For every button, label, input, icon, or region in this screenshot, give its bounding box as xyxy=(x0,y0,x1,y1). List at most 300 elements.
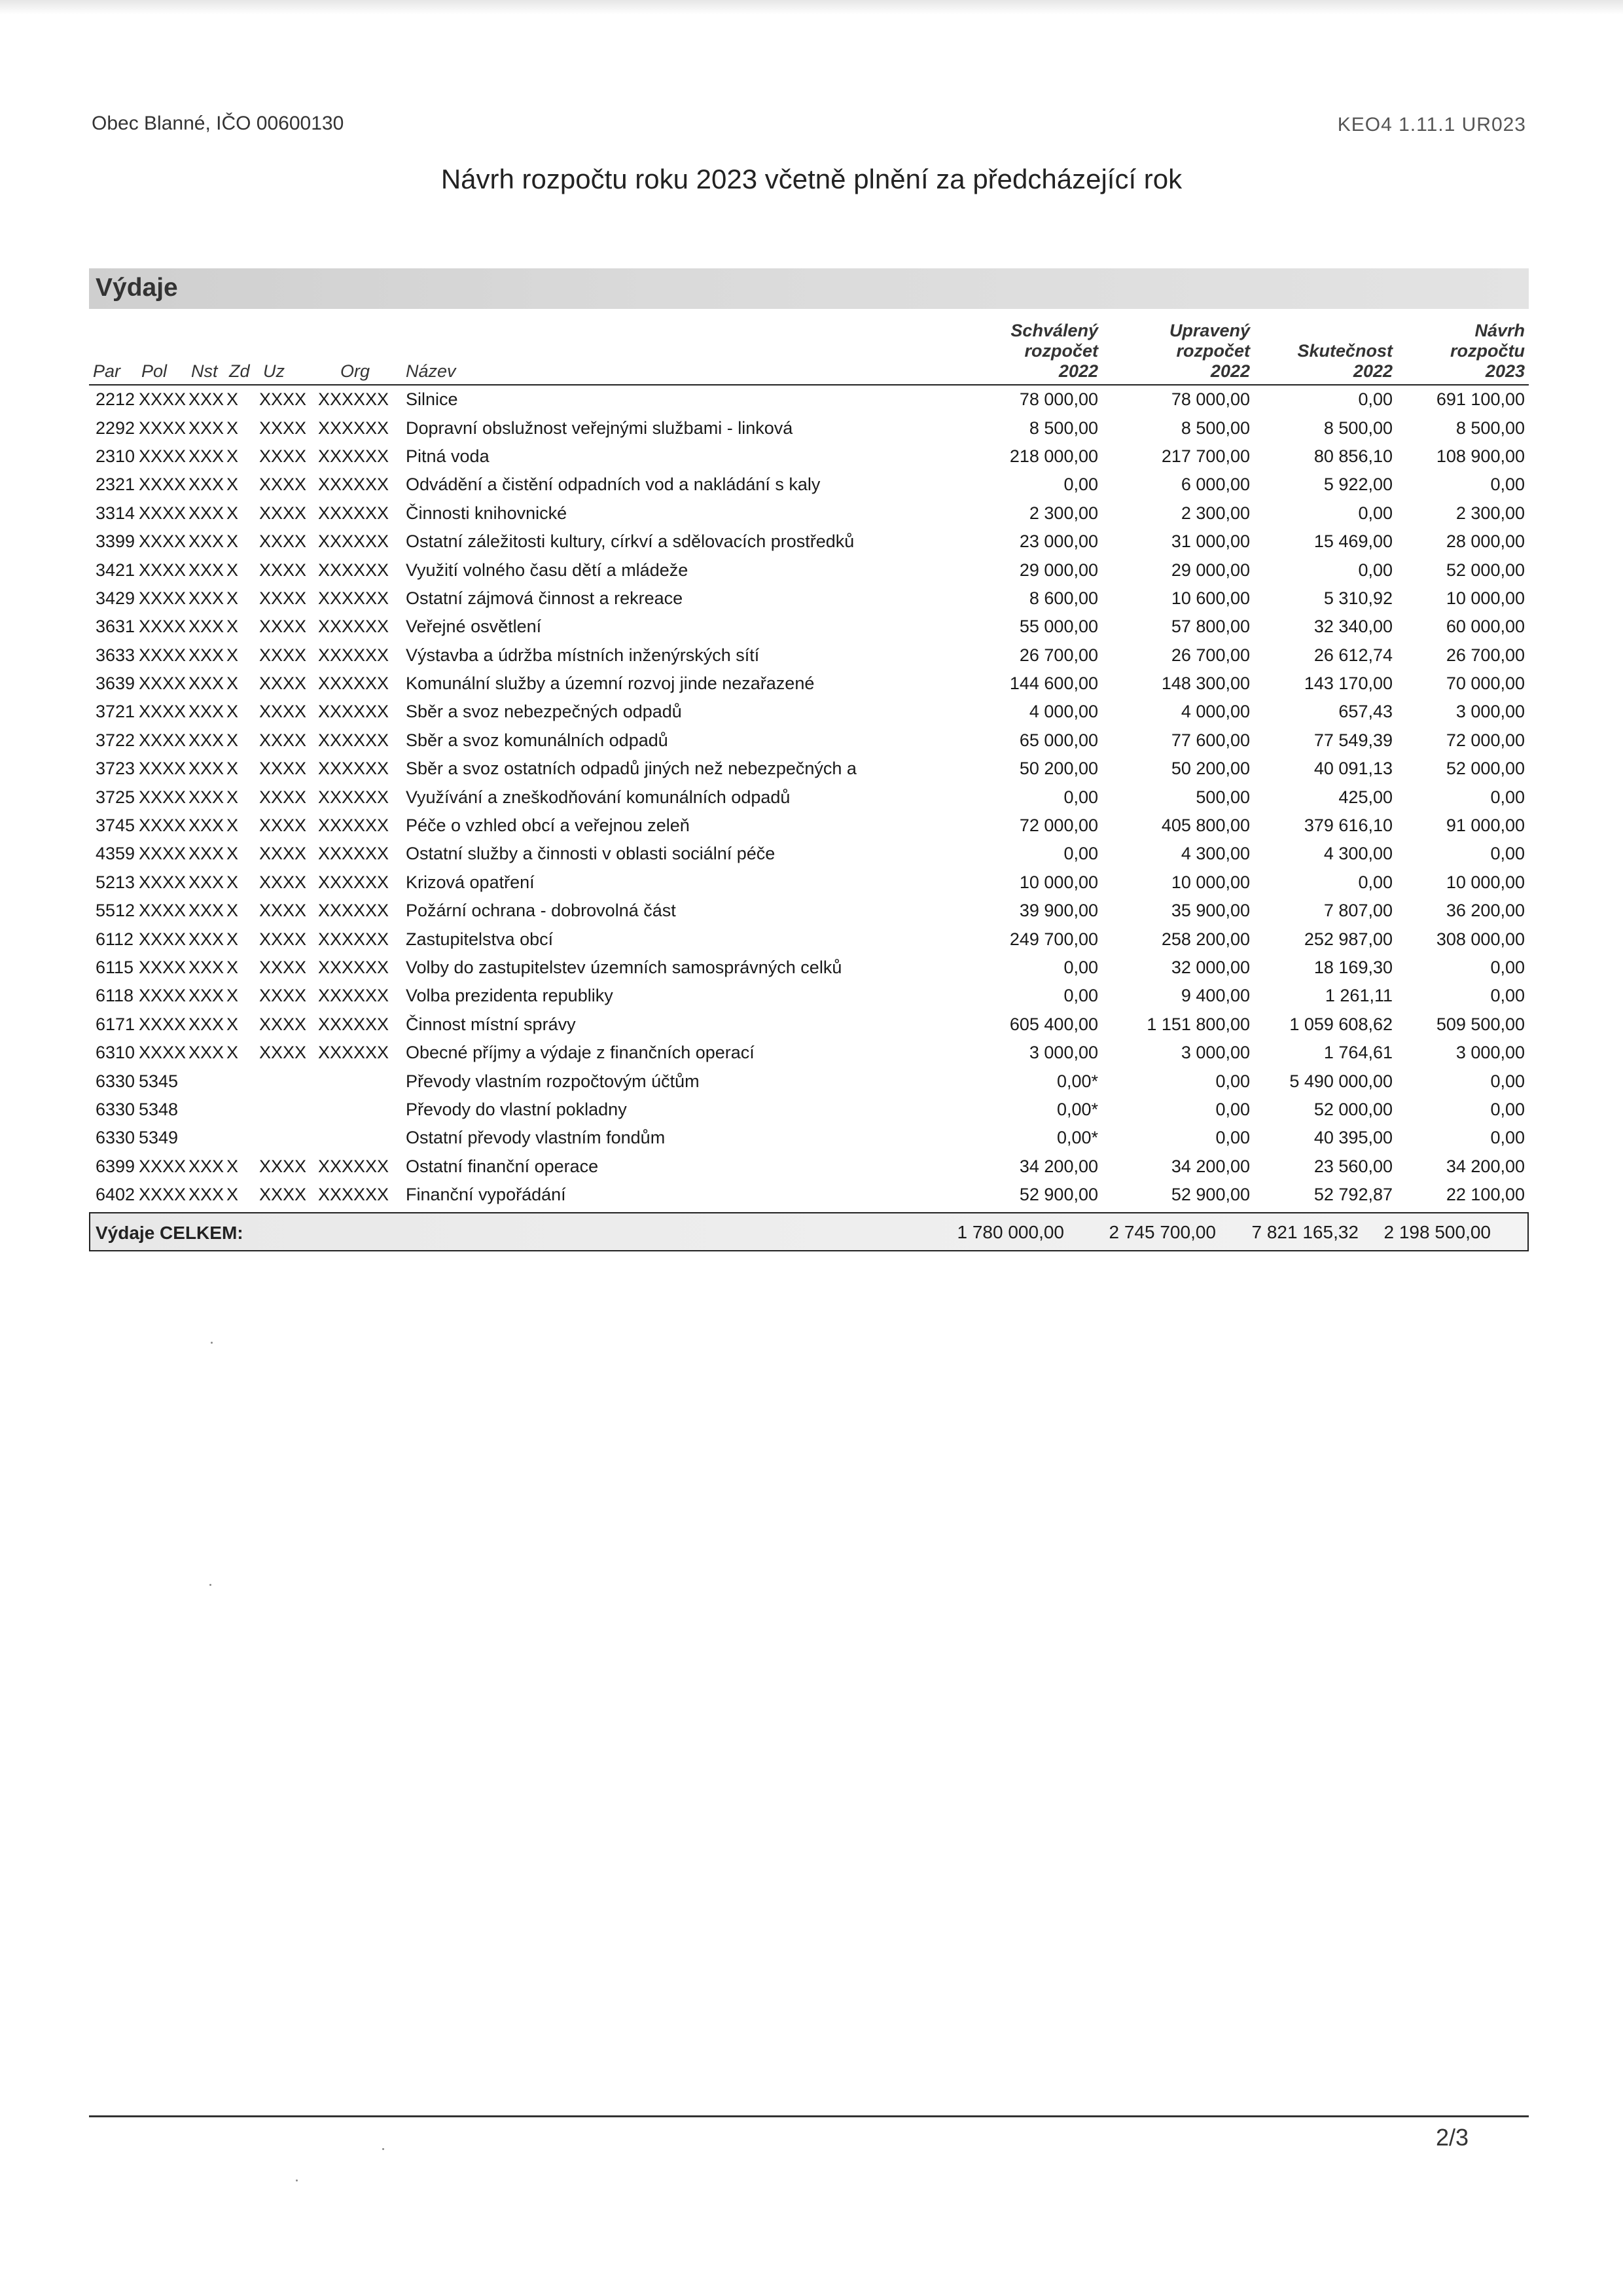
cell-zd: X xyxy=(226,816,239,836)
cell-nst: XXX xyxy=(188,617,224,637)
cell-skutecnost: 1 764,61 xyxy=(1323,1043,1393,1063)
cell-org: XXXXXX xyxy=(318,787,389,807)
cell-org: XXXXXX xyxy=(318,816,389,836)
cell-navrh: 509 500,00 xyxy=(1436,1014,1525,1034)
table-row xyxy=(89,726,1529,755)
cell-uz: XXXX xyxy=(259,1156,307,1176)
cell-org: XXXXXX xyxy=(318,986,389,1006)
cell-uz: XXXX xyxy=(259,418,307,438)
cell-par: 3631 xyxy=(96,617,135,637)
total-label: Výdaje CELKEM: xyxy=(96,1223,243,1243)
cell-nst: XXX xyxy=(188,503,224,523)
cell-navrh: 308 000,00 xyxy=(1436,929,1525,949)
table-row xyxy=(89,982,1529,1010)
cell-zd: X xyxy=(226,986,239,1006)
cell-par: 6115 xyxy=(96,958,134,977)
cell-zd: X xyxy=(226,560,239,580)
cell-org: XXXXXX xyxy=(318,617,389,637)
cell-zd: X xyxy=(226,446,239,466)
cell-pol: 5348 xyxy=(139,1099,179,1119)
cell-pol: XXXX xyxy=(139,446,187,466)
cell-par: 3633 xyxy=(96,645,135,665)
table-row xyxy=(89,442,1529,471)
cell-zd: X xyxy=(226,645,239,665)
cell-zd xyxy=(225,1067,250,1095)
cell-skutecnost: 4 300,00 xyxy=(1323,844,1393,864)
cell-par: 3745 xyxy=(96,816,135,836)
cell-nazev: Využití volného času dětí a mládeže xyxy=(406,560,688,580)
table-row xyxy=(89,812,1529,840)
cell-par: 6330 xyxy=(96,1099,135,1119)
cell-upraveny: 34 200,00 xyxy=(1171,1156,1250,1176)
col-schvaleny-line1: Schválený xyxy=(1010,321,1098,340)
cell-zd: X xyxy=(226,958,239,977)
cell-uz: XXXX xyxy=(259,1043,307,1063)
cell-navrh: 8 500,00 xyxy=(1455,418,1525,438)
cell-navrh: 91 000,00 xyxy=(1446,816,1525,836)
cell-skutecnost: 0,00 xyxy=(1358,389,1393,410)
cell-nazev: Péče o vzhled obcí a veřejnou zeleň xyxy=(406,816,690,836)
col-schvaleny xyxy=(959,321,1102,385)
footer-divider xyxy=(89,2115,1529,2117)
col-upraveny-line1: Upravený xyxy=(1169,321,1250,340)
report-code: KEO4 1.11.1 UR023 xyxy=(1337,114,1526,135)
cell-nst: XXX xyxy=(188,901,224,921)
table-row xyxy=(89,641,1529,670)
cell-par: 3429 xyxy=(96,588,135,608)
col-navrh-line2: rozpočtu xyxy=(1450,341,1525,361)
cell-navrh: 0,00 xyxy=(1490,1071,1525,1091)
cell-navrh: 72 000,00 xyxy=(1446,730,1525,750)
cell-par: 4359 xyxy=(96,844,135,864)
cell-schvaleny: 0,00 xyxy=(1063,844,1098,864)
cell-nst: XXX xyxy=(188,929,224,949)
cell-pol: XXXX xyxy=(139,986,187,1006)
cell-org: XXXXXX xyxy=(318,1156,389,1176)
cell-skutecnost: 15 469,00 xyxy=(1313,531,1393,552)
cell-org: XXXXXX xyxy=(318,645,389,665)
cell-skutecnost: 7 807,00 xyxy=(1323,901,1393,921)
cell-navrh: 0,00 xyxy=(1490,986,1525,1006)
cell-nazev: Odvádění a čistění odpadních vod a nakládání s kaly xyxy=(406,475,821,495)
table-row xyxy=(89,1011,1529,1039)
cell-zd: X xyxy=(226,1156,239,1176)
cell-nst: XXX xyxy=(188,531,224,552)
cell-par: 3725 xyxy=(96,787,135,807)
cell-nst: XXX xyxy=(188,787,224,807)
cell-par: 6402 xyxy=(96,1185,135,1205)
cell-pol: XXXX xyxy=(139,617,187,637)
cell-nazev: Ostatní finanční operace xyxy=(406,1156,599,1176)
col-navrh xyxy=(1397,321,1529,385)
cell-par: 5213 xyxy=(96,872,135,892)
page-number: 2/3 xyxy=(1436,2124,1469,2151)
cell-skutecnost: 40 091,13 xyxy=(1313,759,1393,779)
cell-navrh: 22 100,00 xyxy=(1446,1185,1525,1205)
cell-par: 3421 xyxy=(96,560,135,580)
cell-upraveny: 4 000,00 xyxy=(1181,702,1250,722)
cell-skutecnost: 40 395,00 xyxy=(1313,1128,1393,1148)
cell-par: 2321 xyxy=(96,475,135,495)
cell-skutecnost: 32 340,00 xyxy=(1313,617,1393,637)
cell-uz: XXXX xyxy=(259,759,307,779)
cell-par: 2310 xyxy=(96,446,135,466)
cell-skutecnost: 425,00 xyxy=(1338,787,1393,807)
cell-nst: XXX xyxy=(188,560,224,580)
cell-schvaleny: 8 500,00 xyxy=(1029,418,1098,438)
cell-org xyxy=(314,1096,402,1124)
cell-upraveny: 35 900,00 xyxy=(1171,901,1250,921)
cell-nst: XXX xyxy=(188,872,224,892)
cell-par: 6399 xyxy=(96,1156,135,1176)
col-schvaleny-line2: rozpočet xyxy=(1024,341,1098,361)
cell-nst: XXX xyxy=(188,1043,224,1063)
cell-nazev: Činnost místní správy xyxy=(406,1014,576,1034)
cell-pol: XXXX xyxy=(139,645,187,665)
cell-schvaleny: 2 300,00 xyxy=(1029,503,1098,523)
table-row xyxy=(89,556,1529,584)
cell-par: 6118 xyxy=(96,986,134,1006)
section-header xyxy=(89,268,1529,309)
cell-schvaleny: 52 900,00 xyxy=(1019,1185,1098,1205)
cell-uz: XXXX xyxy=(259,986,307,1006)
cell-zd: X xyxy=(226,531,239,552)
cell-schvaleny: 26 700,00 xyxy=(1019,645,1098,665)
cell-pol: XXXX xyxy=(139,475,187,495)
document-title: Návrh rozpočtu roku 2023 včetně plnění za předcházející rok xyxy=(440,164,1183,194)
cell-upraveny: 405 800,00 xyxy=(1161,816,1250,836)
cell-pol: XXXX xyxy=(139,929,187,949)
table-row xyxy=(89,1067,1529,1095)
cell-pol: XXXX xyxy=(139,503,187,523)
cell-upraveny: 258 200,00 xyxy=(1161,929,1250,949)
cell-uz: XXXX xyxy=(259,958,307,977)
cell-skutecnost: 8 500,00 xyxy=(1323,418,1393,438)
cell-schvaleny: 39 900,00 xyxy=(1019,901,1098,921)
table-row xyxy=(89,755,1529,783)
cell-pol: XXXX xyxy=(139,588,187,608)
col-pol: Pol xyxy=(141,361,168,381)
cell-nst: XXX xyxy=(188,730,224,750)
cell-schvaleny: 72 000,00 xyxy=(1019,816,1098,836)
cell-schvaleny: 34 200,00 xyxy=(1019,1156,1098,1176)
cell-par: 3314 xyxy=(96,503,135,523)
cell-par: 6112 xyxy=(96,929,134,949)
cell-pol: XXXX xyxy=(139,673,187,694)
cell-org: XXXXXX xyxy=(318,1043,389,1063)
table-row xyxy=(89,414,1529,442)
cell-schvaleny: 55 000,00 xyxy=(1019,617,1098,637)
cell-zd: X xyxy=(226,1043,239,1063)
col-skutecnost-line1: Skutečnost xyxy=(1297,341,1393,361)
cell-nst: XXX xyxy=(188,702,224,722)
cell-nst: XXX xyxy=(188,1185,224,1205)
table-row xyxy=(89,499,1529,528)
cell-pol: XXXX xyxy=(139,872,187,892)
scan-speck xyxy=(296,2179,298,2181)
table-row xyxy=(89,528,1529,556)
cell-par: 6330 xyxy=(96,1071,135,1091)
cell-upraveny: 26 700,00 xyxy=(1171,645,1250,665)
cell-schvaleny: 0,00* xyxy=(1056,1128,1098,1148)
table-header-row xyxy=(89,321,1529,385)
cell-nst: XXX xyxy=(188,673,224,694)
cell-nazev: Ostatní služby a činnosti v oblasti sociální péče xyxy=(406,844,776,864)
scan-speck xyxy=(209,1584,211,1586)
cell-org: XXXXXX xyxy=(318,418,389,438)
cell-skutecnost: 5 310,92 xyxy=(1323,588,1393,608)
cell-nazev: Využívání a zneškodňování komunálních odpadů xyxy=(406,787,791,807)
cell-zd: X xyxy=(226,730,239,750)
cell-nst: XXX xyxy=(188,1014,224,1034)
col-zd: Zd xyxy=(229,361,250,381)
table-row xyxy=(89,698,1529,726)
cell-nazev: Ostatní záležitosti kultury, církví a sdělovacích prostředků xyxy=(406,531,855,552)
cell-schvaleny: 0,00 xyxy=(1063,787,1098,807)
cell-skutecnost: 0,00 xyxy=(1358,872,1393,892)
cell-pol: XXXX xyxy=(139,787,187,807)
cell-upraveny: 500,00 xyxy=(1196,787,1250,807)
cell-nazev: Sběr a svoz komunálních odpadů xyxy=(406,730,668,750)
cell-zd xyxy=(225,1096,250,1124)
cell-org: XXXXXX xyxy=(318,759,389,779)
cell-skutecnost: 52 000,00 xyxy=(1313,1099,1393,1119)
scan-speck xyxy=(382,2148,384,2150)
cell-nst: XXX xyxy=(188,389,224,410)
cell-par: 6330 xyxy=(96,1128,135,1148)
cell-pol: XXXX xyxy=(139,958,187,977)
cell-skutecnost: 5 922,00 xyxy=(1323,475,1393,495)
table-row xyxy=(89,1039,1529,1067)
cell-pol: XXXX xyxy=(139,759,187,779)
cell-zd: X xyxy=(226,929,239,949)
cell-pol: XXXX xyxy=(139,389,187,410)
cell-nst: XXX xyxy=(188,958,224,977)
cell-par: 3721 xyxy=(96,702,135,722)
cell-upraveny: 148 300,00 xyxy=(1161,673,1250,694)
cell-pol: XXXX xyxy=(139,816,187,836)
cell-navrh: 3 000,00 xyxy=(1455,1043,1525,1063)
cell-org: XXXXXX xyxy=(318,702,389,722)
cell-nazev: Veřejné osvětlení xyxy=(406,617,542,637)
cell-schvaleny: 144 600,00 xyxy=(1009,673,1098,694)
scan-edge xyxy=(0,0,1623,14)
total-upraveny: 2 745 700,00 xyxy=(1109,1222,1216,1242)
col-uz: Uz xyxy=(263,361,285,381)
table-row xyxy=(89,471,1529,499)
cell-schvaleny: 50 200,00 xyxy=(1019,759,1098,779)
cell-par: 5512 xyxy=(96,901,135,921)
table-row xyxy=(89,954,1529,982)
table-row xyxy=(89,584,1529,613)
cell-par: 6310 xyxy=(96,1043,135,1063)
cell-zd: X xyxy=(226,617,239,637)
cell-skutecnost: 0,00 xyxy=(1358,560,1393,580)
table-row xyxy=(89,869,1529,897)
cell-schvaleny: 0,00 xyxy=(1063,958,1098,977)
table-row xyxy=(89,1124,1529,1152)
cell-skutecnost: 77 549,39 xyxy=(1313,730,1393,750)
cell-org: XXXXXX xyxy=(318,446,389,466)
cell-skutecnost: 0,00 xyxy=(1358,503,1393,523)
cell-org: XXXXXX xyxy=(318,389,389,410)
cell-uz: XXXX xyxy=(259,901,307,921)
cell-zd: X xyxy=(226,418,239,438)
cell-zd: X xyxy=(226,844,239,864)
cell-schvaleny: 8 600,00 xyxy=(1029,588,1098,608)
cell-navrh: 2 300,00 xyxy=(1455,503,1525,523)
cell-schvaleny: 29 000,00 xyxy=(1019,560,1098,580)
cell-uz: XXXX xyxy=(259,673,307,694)
cell-navrh: 0,00 xyxy=(1490,1128,1525,1148)
cell-upraveny: 52 900,00 xyxy=(1171,1185,1250,1205)
cell-org xyxy=(314,1067,402,1095)
table-row xyxy=(89,840,1529,868)
cell-navrh: 0,00 xyxy=(1490,844,1525,864)
col-navrh-line3: 2023 xyxy=(1485,361,1525,381)
cell-par: 3639 xyxy=(96,673,135,694)
cell-org: XXXXXX xyxy=(318,588,389,608)
cell-nazev: Zastupitelstva obcí xyxy=(406,929,554,949)
cell-uz: XXXX xyxy=(259,816,307,836)
cell-pol: XXXX xyxy=(139,1185,187,1205)
cell-org: XXXXXX xyxy=(318,475,389,495)
cell-skutecnost: 5 490 000,00 xyxy=(1289,1071,1393,1091)
cell-nst xyxy=(187,1124,225,1152)
cell-upraveny: 2 300,00 xyxy=(1181,503,1250,523)
cell-upraveny: 217 700,00 xyxy=(1161,446,1250,466)
cell-org: XXXXXX xyxy=(318,929,389,949)
cell-zd: X xyxy=(226,702,239,722)
col-nst: Nst xyxy=(191,361,218,381)
cell-schvaleny: 78 000,00 xyxy=(1019,389,1098,410)
cell-schvaleny: 3 000,00 xyxy=(1029,1043,1098,1063)
cell-uz: XXXX xyxy=(259,872,307,892)
col-navrh-line1: Návrh xyxy=(1474,321,1525,340)
table-row xyxy=(89,1096,1529,1124)
cell-nst: XXX xyxy=(188,986,224,1006)
cell-schvaleny: 218 000,00 xyxy=(1009,446,1098,466)
cell-upraveny: 10 000,00 xyxy=(1171,872,1250,892)
cell-navrh: 691 100,00 xyxy=(1436,389,1525,410)
table-row xyxy=(89,1153,1529,1181)
cell-nazev: Převody do vlastní pokladny xyxy=(406,1099,627,1119)
cell-uz: XXXX xyxy=(259,531,307,552)
table-row xyxy=(89,670,1529,698)
cell-zd: X xyxy=(226,588,239,608)
cell-zd: X xyxy=(226,872,239,892)
cell-org: XXXXXX xyxy=(318,560,389,580)
cell-nazev: Výstavba a údržba místních inženýrských sítí xyxy=(406,645,760,665)
cell-nazev: Volby do zastupitelstev územních samosprávných celků xyxy=(406,958,842,977)
cell-nazev: Ostatní zájmová činnost a rekreace xyxy=(406,588,683,608)
cell-par: 2292 xyxy=(96,418,135,438)
cell-org: XXXXXX xyxy=(318,958,389,977)
table-row xyxy=(89,613,1529,641)
cell-navrh: 0,00 xyxy=(1490,475,1525,495)
cell-zd: X xyxy=(226,901,239,921)
cell-uz: XXXX xyxy=(259,730,307,750)
cell-schvaleny: 0,00* xyxy=(1056,1099,1098,1119)
cell-schvaleny: 0,00 xyxy=(1063,475,1098,495)
col-upraveny xyxy=(1102,321,1254,385)
cell-org: XXXXXX xyxy=(318,844,389,864)
cell-upraveny: 1 151 800,00 xyxy=(1147,1014,1250,1034)
cell-upraveny: 77 600,00 xyxy=(1171,730,1250,750)
cell-nazev: Sběr a svoz nebezpečných odpadů xyxy=(406,702,682,722)
total-skutecnost: 7 821 165,32 xyxy=(1251,1222,1359,1242)
cell-org: XXXXXX xyxy=(318,872,389,892)
cell-uz: XXXX xyxy=(259,1014,307,1034)
cell-pol: XXXX xyxy=(139,730,187,750)
cell-uz: XXXX xyxy=(259,617,307,637)
cell-pol: XXXX xyxy=(139,1156,187,1176)
cell-skutecnost: 252 987,00 xyxy=(1304,929,1393,949)
cell-nst: XXX xyxy=(188,816,224,836)
cell-upraveny: 10 600,00 xyxy=(1171,588,1250,608)
budget-table xyxy=(89,321,1529,1209)
cell-nazev: Obecné příjmy a výdaje z finančních operací xyxy=(406,1043,755,1063)
cell-upraveny: 8 500,00 xyxy=(1181,418,1250,438)
col-schvaleny-line3: 2022 xyxy=(1058,361,1098,381)
cell-nst: XXX xyxy=(188,446,224,466)
cell-navrh: 0,00 xyxy=(1490,1099,1525,1119)
cell-navrh: 36 200,00 xyxy=(1446,901,1525,921)
cell-par: 6171 xyxy=(96,1014,135,1034)
table-body xyxy=(89,385,1529,1209)
cell-zd: X xyxy=(226,787,239,807)
cell-par: 3399 xyxy=(96,531,135,552)
cell-uz: XXXX xyxy=(259,475,307,495)
cell-uz: XXXX xyxy=(259,844,307,864)
total-row xyxy=(89,1212,1529,1251)
cell-nst: XXX xyxy=(188,645,224,665)
cell-navrh: 52 000,00 xyxy=(1446,560,1525,580)
cell-skutecnost: 80 856,10 xyxy=(1313,446,1393,466)
cell-pol: XXXX xyxy=(139,531,187,552)
cell-nazev: Komunální služby a územní rozvoj jinde nezařazené xyxy=(406,673,815,694)
cell-zd: X xyxy=(226,1014,239,1034)
cell-zd: X xyxy=(226,389,239,410)
cell-upraveny: 32 000,00 xyxy=(1171,958,1250,977)
cell-uz: XXXX xyxy=(259,588,307,608)
cell-skutecnost: 52 792,87 xyxy=(1313,1185,1393,1205)
cell-upraveny: 0,00 xyxy=(1215,1128,1250,1148)
cell-navrh: 108 900,00 xyxy=(1436,446,1525,466)
cell-pol: 5345 xyxy=(139,1071,179,1091)
cell-navrh: 52 000,00 xyxy=(1446,759,1525,779)
col-par: Par xyxy=(93,361,121,381)
cell-pol: XXXX xyxy=(139,418,187,438)
total-navrh: 2 198 500,00 xyxy=(1383,1222,1491,1242)
cell-nst xyxy=(187,1096,225,1124)
cell-upraveny: 9 400,00 xyxy=(1181,986,1250,1006)
cell-pol: 5349 xyxy=(139,1128,179,1148)
cell-nazev: Finanční vypořádání xyxy=(406,1185,566,1205)
cell-uz: XXXX xyxy=(259,702,307,722)
cell-schvaleny: 0,00* xyxy=(1056,1071,1098,1091)
cell-uz: XXXX xyxy=(259,446,307,466)
cell-org: XXXXXX xyxy=(318,673,389,694)
cell-nazev: Převody vlastním rozpočtovým účtům xyxy=(406,1071,700,1091)
cell-upraveny: 78 000,00 xyxy=(1171,389,1250,410)
cell-org: XXXXXX xyxy=(318,531,389,552)
table-row xyxy=(89,385,1529,414)
cell-uz: XXXX xyxy=(259,389,307,410)
cell-navrh: 70 000,00 xyxy=(1446,673,1525,694)
cell-pol: XXXX xyxy=(139,844,187,864)
cell-navrh: 26 700,00 xyxy=(1446,645,1525,665)
